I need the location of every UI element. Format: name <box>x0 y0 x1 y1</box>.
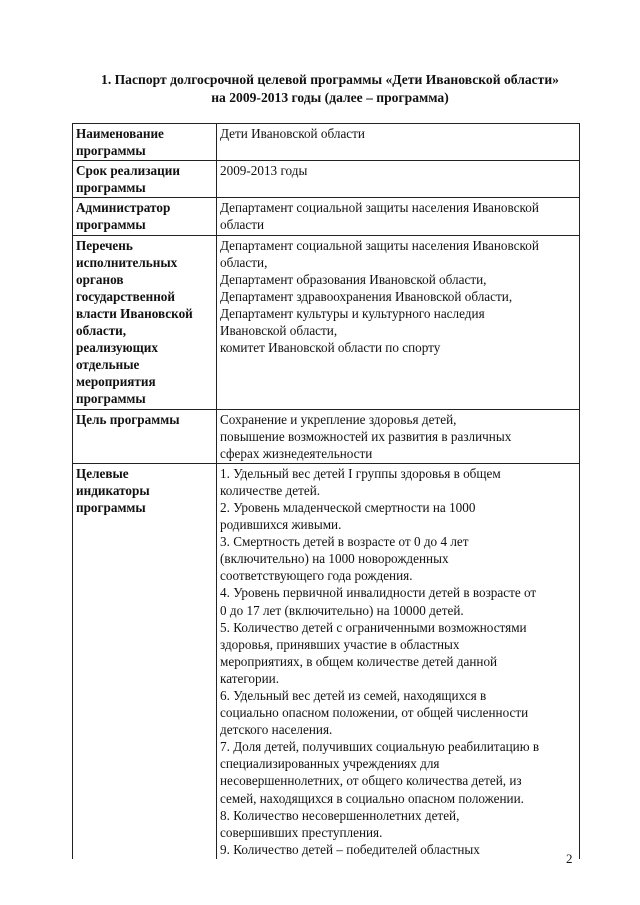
value-line: специализированных учреждениях для <box>220 756 440 772</box>
value-line: (включительно) на 1000 новорожденных <box>220 551 449 567</box>
passport-row <box>73 161 580 198</box>
passport-row-value <box>217 198 580 235</box>
passport-row-label <box>73 409 217 463</box>
label-line: отдельные <box>76 357 140 373</box>
label-line: Наименование <box>76 126 164 141</box>
value-line: 1. Удельный вес детей I группы здоровья в общем <box>220 465 501 481</box>
label-line: мероприятия <box>76 374 156 390</box>
document-title-line-2: на 2009-2013 годы (далее – программа) <box>211 90 449 105</box>
value-line: 5. Количество детей с ограниченными возможностями <box>220 619 527 635</box>
value-line: количестве детей. <box>220 482 321 498</box>
passport-row <box>73 463 580 859</box>
label-line: программы <box>76 217 146 233</box>
value-line: 7. Доля детей, получивших социальную реабилитацию в <box>220 739 540 755</box>
label-line: индикаторы <box>76 482 150 498</box>
page-number: 2 <box>566 851 573 866</box>
label-line: реализующих <box>76 340 158 356</box>
label-line: Целевые <box>76 465 129 481</box>
label-line: исполнительных <box>76 254 178 270</box>
value-line: совершивших преступления. <box>220 824 383 840</box>
label-line: органов <box>76 271 124 287</box>
label-line: Администратор <box>76 200 171 216</box>
value-line: повышение возможностей их развития в различных <box>220 428 512 444</box>
value-line: соответствующего года рождения. <box>220 568 413 584</box>
passport-row-value <box>217 124 580 161</box>
passport-row-label <box>73 235 217 409</box>
passport-row <box>73 235 580 409</box>
label-line: власти Ивановской <box>76 305 193 321</box>
passport-row-label <box>73 124 217 161</box>
value-line: области, <box>220 254 268 270</box>
value-line: Департамент социальной защиты населения Ивановской <box>220 200 539 216</box>
value-line: Сохранение и укрепление здоровья детей, <box>220 411 457 427</box>
label-line: государственной <box>76 288 175 304</box>
value-line: 4. Уровень первичной инвалидности детей в возрасте от <box>220 585 537 601</box>
value-line: 9. Количество детей – победителей областных <box>220 841 480 857</box>
passport-row <box>73 124 580 161</box>
value-line: Департамент социальной защиты населения Ивановской <box>220 237 539 253</box>
value-line: родившихся живыми. <box>220 517 342 533</box>
value-line: 8. Количество несовершеннолетних детей, <box>220 807 460 823</box>
label-line: программы <box>76 499 146 515</box>
value-line: сферах жизнедеятельности <box>220 445 373 461</box>
value-line: Дети Ивановской области <box>220 126 365 141</box>
label-line: программы <box>76 143 146 159</box>
passport-row <box>73 198 580 235</box>
label-line: программы <box>76 391 146 407</box>
passport-row-value <box>217 409 580 463</box>
value-line: детского населения. <box>220 722 333 738</box>
document-title-line-1: 1. Паспорт долгосрочной целевой программы «Дети Ивановской области» <box>101 72 559 87</box>
passport-row <box>73 409 580 463</box>
label-line: области, <box>76 323 127 339</box>
value-line: 0 до 17 лет (включительно) на 10000 детей. <box>220 602 464 618</box>
value-line: комитет Ивановской области по спорту <box>220 340 441 356</box>
value-line: социально опасном положении, от общей численности <box>220 705 529 721</box>
value-line: категории. <box>220 670 280 686</box>
passport-row-label <box>73 463 217 859</box>
document-title <box>60 71 600 107</box>
passport-row-label <box>73 161 217 198</box>
passport-row-value <box>217 463 580 859</box>
passport-row-value <box>217 235 580 409</box>
value-line: Департамент образования Ивановской области, <box>220 271 487 287</box>
passport-row-value <box>217 161 580 198</box>
value-line: Ивановской области, <box>220 323 338 339</box>
label-line: Цель программы <box>76 411 180 427</box>
label-line: Перечень <box>76 237 133 253</box>
value-line: несовершеннолетних, от общего количества детей, из <box>220 773 522 789</box>
passport-table-body <box>73 124 580 859</box>
value-line: 6. Удельный вес детей из семей, находящихся в <box>220 688 487 703</box>
value-line: 3. Смертность детей в возрасте от 0 до 4 лет <box>220 534 469 550</box>
program-passport-table <box>72 123 580 859</box>
label-line: Срок реализации <box>76 163 180 179</box>
value-line: 2. Уровень младенческой смертности на 1000 <box>220 499 476 515</box>
value-line: семей, находящихся в социально опасном положении. <box>220 790 524 806</box>
passport-row-label <box>73 198 217 235</box>
label-line: программы <box>76 180 146 196</box>
value-line: 2009-2013 годы <box>220 163 308 179</box>
value-line: мероприятиях, в общем количестве детей данной <box>220 653 498 669</box>
value-line: здоровья, принявших участие в областных <box>220 636 460 652</box>
value-line: Департамент здравоохранения Ивановской области, <box>220 288 513 304</box>
value-line: Департамент культуры и культурного наследия <box>220 305 485 321</box>
value-line: области <box>220 217 265 233</box>
